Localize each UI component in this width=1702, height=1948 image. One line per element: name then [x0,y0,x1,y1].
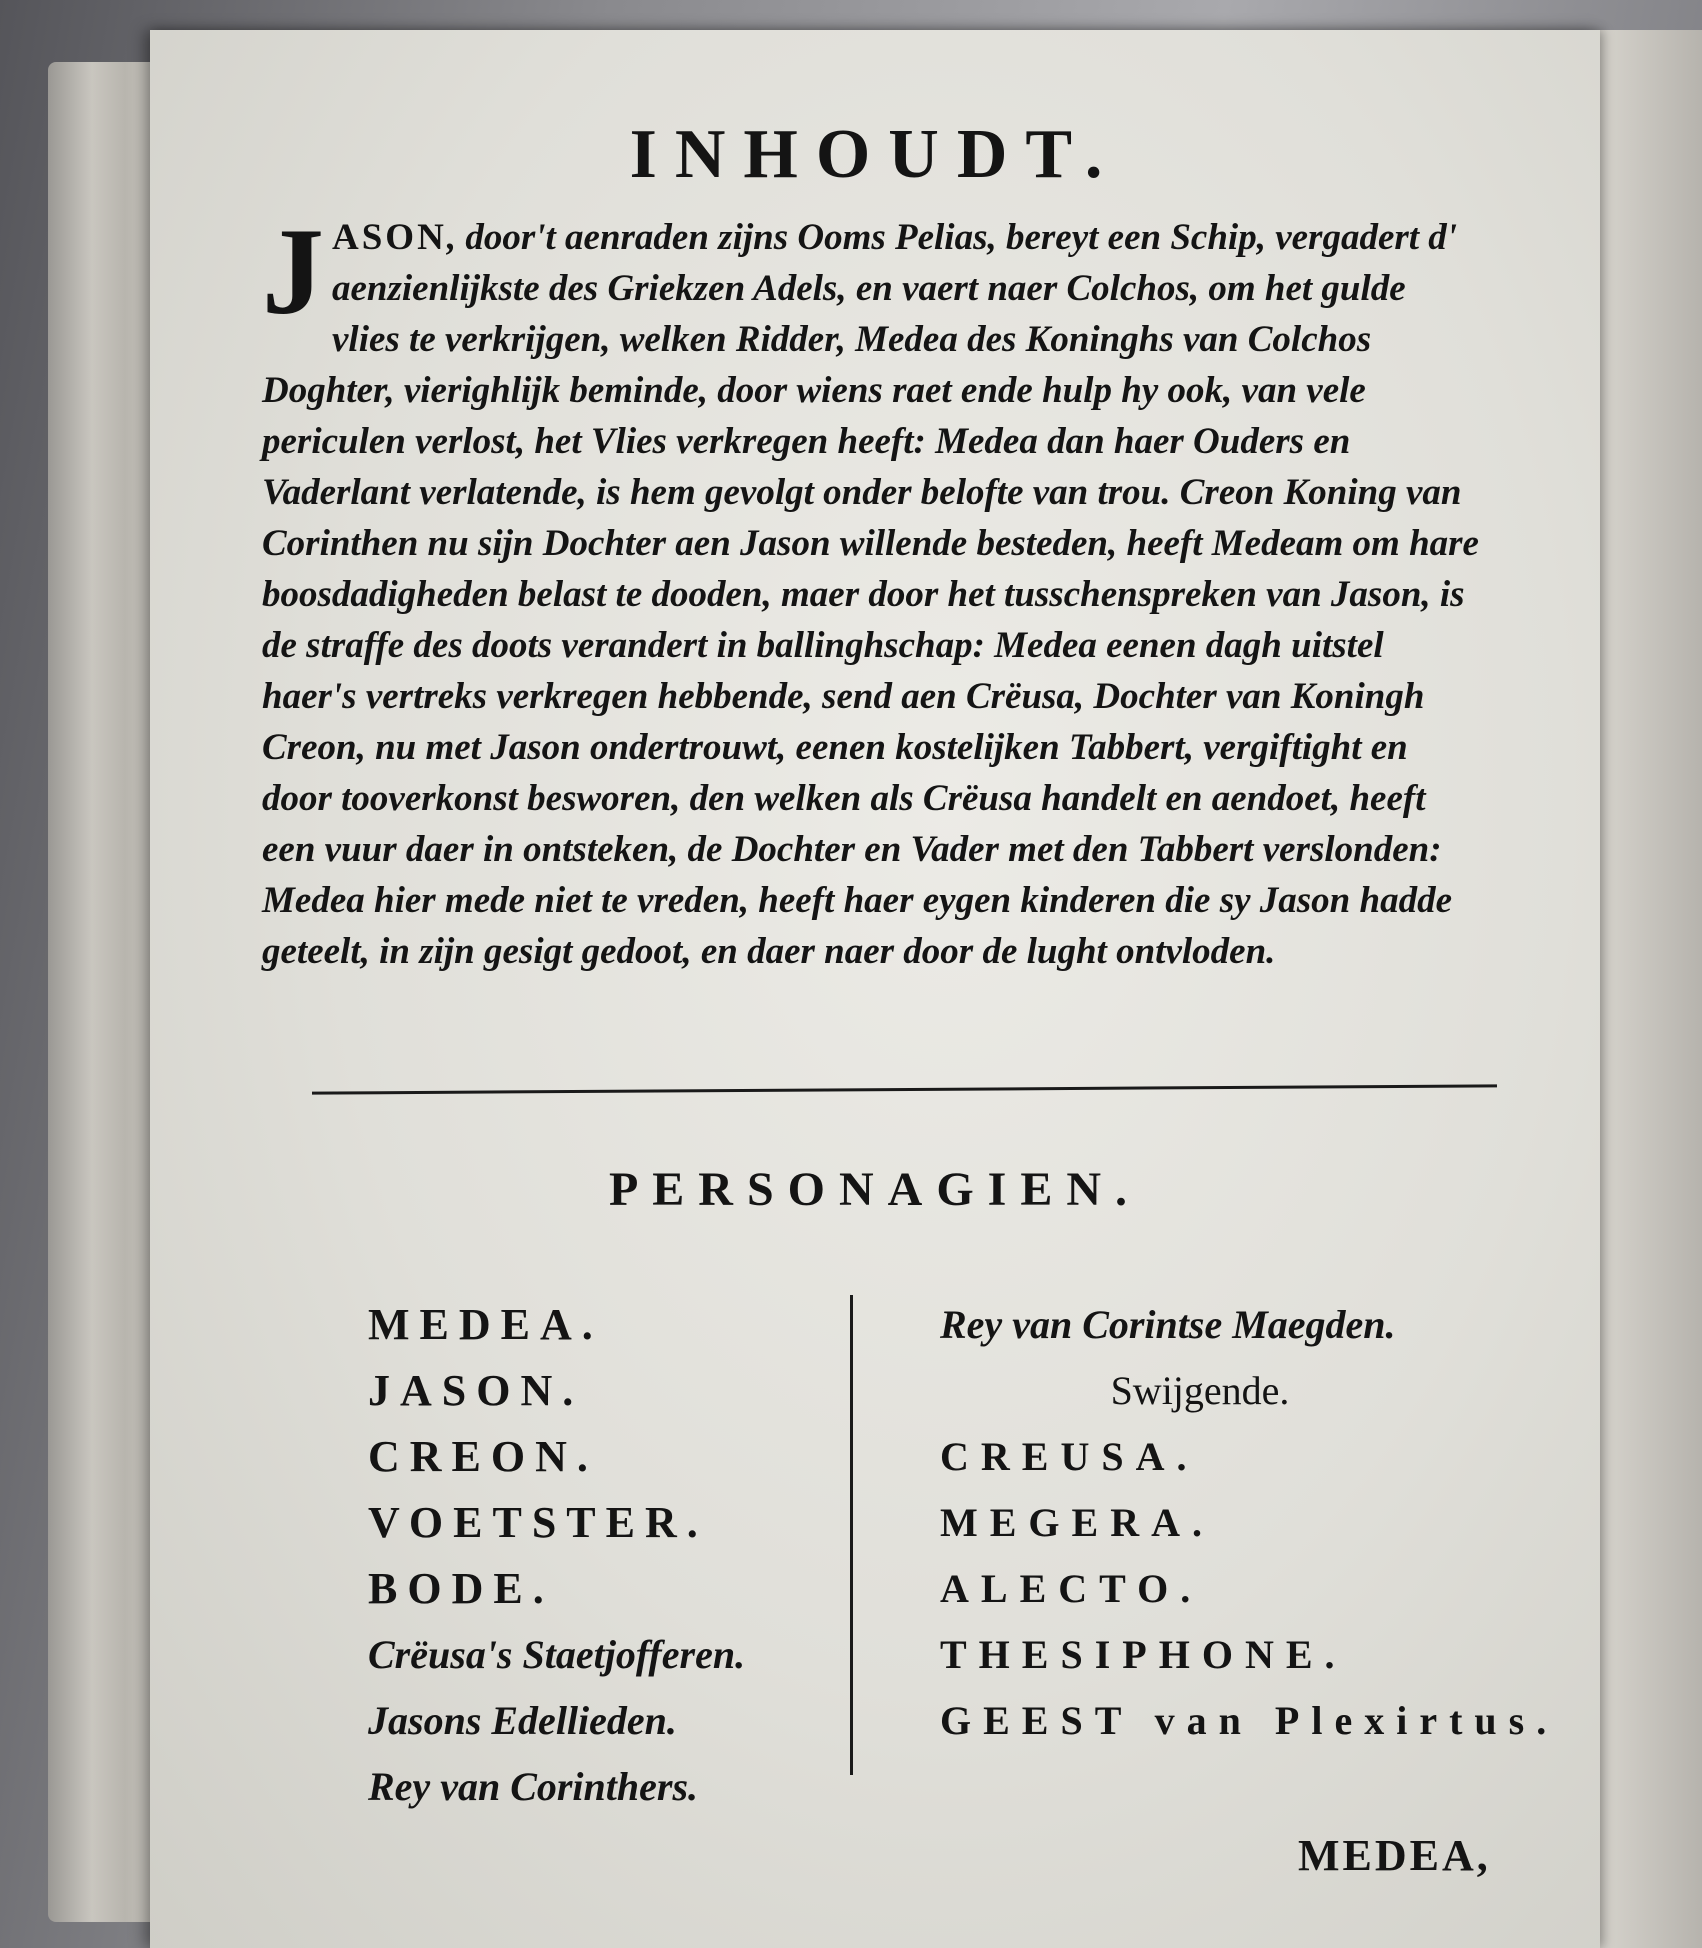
drop-cap: J [262,203,324,340]
personage-item: JASON. [368,1366,584,1415]
book-page [150,30,1600,1948]
horizontal-rule [312,1084,1497,1094]
personages-left-column [368,1292,798,1820]
personages-heading: PERSONAGIEN. [608,1163,1142,1216]
page-title: INHOUDT. [629,116,1121,193]
personage-item: BODE. [368,1564,554,1613]
book-page-edges [48,62,158,1922]
personage-item: Rey van Corintse Maegden. [940,1302,1396,1347]
personage-item: CREUSA. [940,1434,1199,1479]
synopsis-text: , door't aenraden zijns Ooms Pelias, bereyt een Schip, vergadert d' aenzienlijkste des Griekzen Adels, en vaert naer Colchos, om het gulde vlies te verkrijgen, welken Ridder, Medea des Koninghs van Colchos Doghter, vierighlijk beminde, door wiens raet ende hulp hy ook, van vele periculen verlost, het Vlies verkregen heeft: Medea dan haer Ouders en Vaderlant verlatende, is hem gevolgt onder belofte van trou. Creon Koning van Corinthen nu sijn Dochter aen Jason willende besteden, heeft Medeam om hare boosdadigheden belast te dooden, maer door het tusschenspreken van Jason, is de straffe des doots verandert in ballinghschap: Medea eenen dagh uitstel haer's vertreks verkregen hebbende, send aen Crëusa, Dochter van Koningh Creon, nu met Jason ondertrouwt, eenen kostelijken Tabbert, vergiftight en door tooverkonst besworen, den welken als Crëusa handelt en aendoet, heeft een vuur daer in ontsteken, de Dochter en Vader met den Tabbert verslonden: Medea hier mede niet te vreden, heeft haer eygen kinderen die sy Jason hadde geteelt, in zijn gesigt gedoot, en daer naer door de lught ontvloden. [262,217,1479,972]
facing-page [1590,30,1702,1948]
personage-item: THESIPHONE. [940,1632,1347,1677]
personage-item: Jasons Edellieden. [368,1698,677,1743]
personage-item: Rey van Corinthers. [368,1764,699,1809]
personages-right-column [940,1292,1559,1754]
synopsis-opening: ASON [332,217,447,258]
personage-item: CREON. [368,1432,598,1481]
personage-item: VOETSTER. [368,1498,708,1547]
personage-item: GEEST van Plexirtus. [940,1698,1559,1743]
synopsis-paragraph [262,203,1482,977]
column-divider [850,1295,853,1775]
catchword: MEDEA, [1298,1831,1491,1880]
personage-item: MEDEA. [368,1300,603,1349]
personage-subheading: Swijgende. [1110,1368,1290,1413]
personage-item: ALECTO. [940,1566,1203,1611]
personage-item: Crëusa's Staetjofferen. [368,1632,746,1677]
personage-item: MEGERA. [940,1500,1214,1545]
